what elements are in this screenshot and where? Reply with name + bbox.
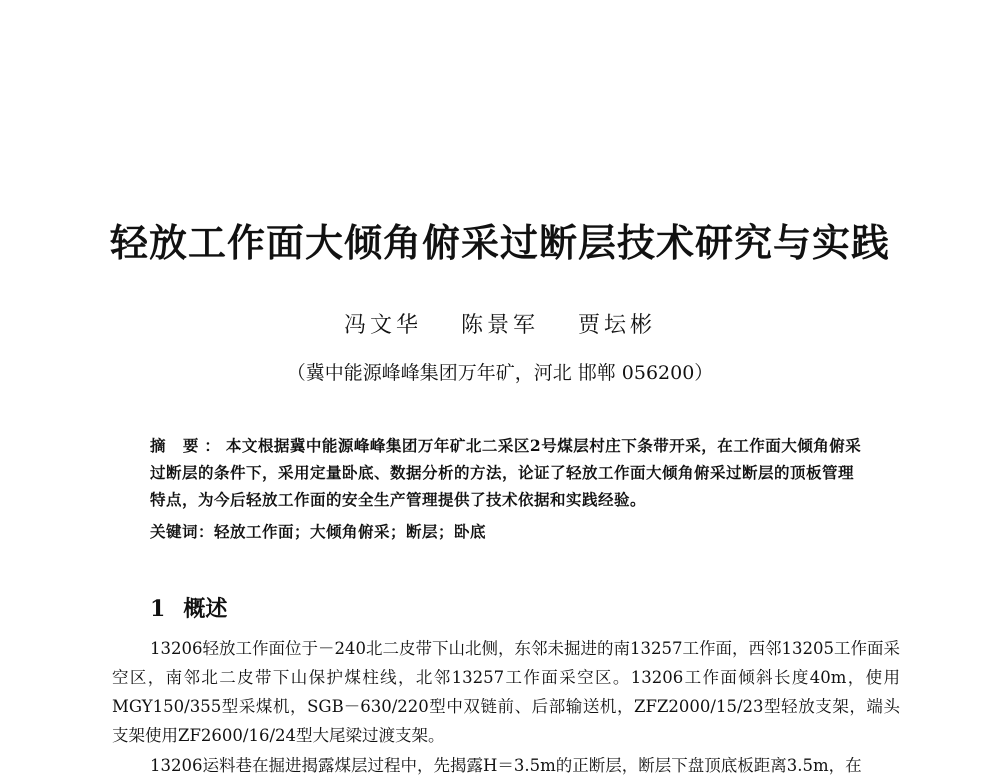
author-name: 冯文华 bbox=[343, 313, 422, 338]
section-title: 概述 bbox=[183, 596, 228, 622]
author-name: 贾坛彬 bbox=[578, 313, 657, 338]
author-name: 陈景军 bbox=[460, 313, 539, 338]
section-number: 1 bbox=[150, 596, 166, 622]
author-list bbox=[0, 308, 1000, 339]
affiliation: （冀中能源峰峰集团万年矿，河北 邯郸 056200） bbox=[286, 362, 714, 384]
paper-title: 轻放工作面大倾角俯采过断层技术研究与实践 bbox=[109, 220, 890, 265]
abstract-text: 本文根据冀中能源峰峰集团万年矿北二采区2号煤层村庄下条带开采，在工作面大倾角俯采过断层的条件下，采用定量卧底、数据分析的方法，论证了轻放工作面大倾角俯采过断层的顶板管理特点，为今后轻放工作面的安全生产管理提供了技术依据和实践经验。 bbox=[150, 436, 862, 509]
body-paragraph: 13206轻放工作面位于－240北二皮带下山北侧，东邻未掘进的南13257工作面，西邻13205工作面采空区，南邻北二皮带下山保护煤柱线，北邻13257工作面采空区。13206工作面倾斜长度40m，使用MGY150/355型采煤机，SGB－630/220型中双链前、后部输送机，ZFZ2000/15/23型轻放支架，端头支架使用ZF2600/16/24型大尾梁过渡支架。 bbox=[112, 639, 900, 745]
body-paragraph-cut: 13206运料巷在掘进揭露煤层过程中，先揭露H＝3.5m的正断层，断层下盘顶底板距离3.5m，在 bbox=[150, 756, 862, 775]
keywords bbox=[150, 520, 865, 542]
keywords-label: 关键词： bbox=[150, 522, 215, 541]
abstract bbox=[150, 432, 865, 513]
section-heading bbox=[150, 592, 227, 623]
keywords-text: 轻放工作面；大倾角俯采；断层；卧底 bbox=[214, 522, 487, 541]
abstract-label: 摘 要： bbox=[150, 436, 226, 455]
